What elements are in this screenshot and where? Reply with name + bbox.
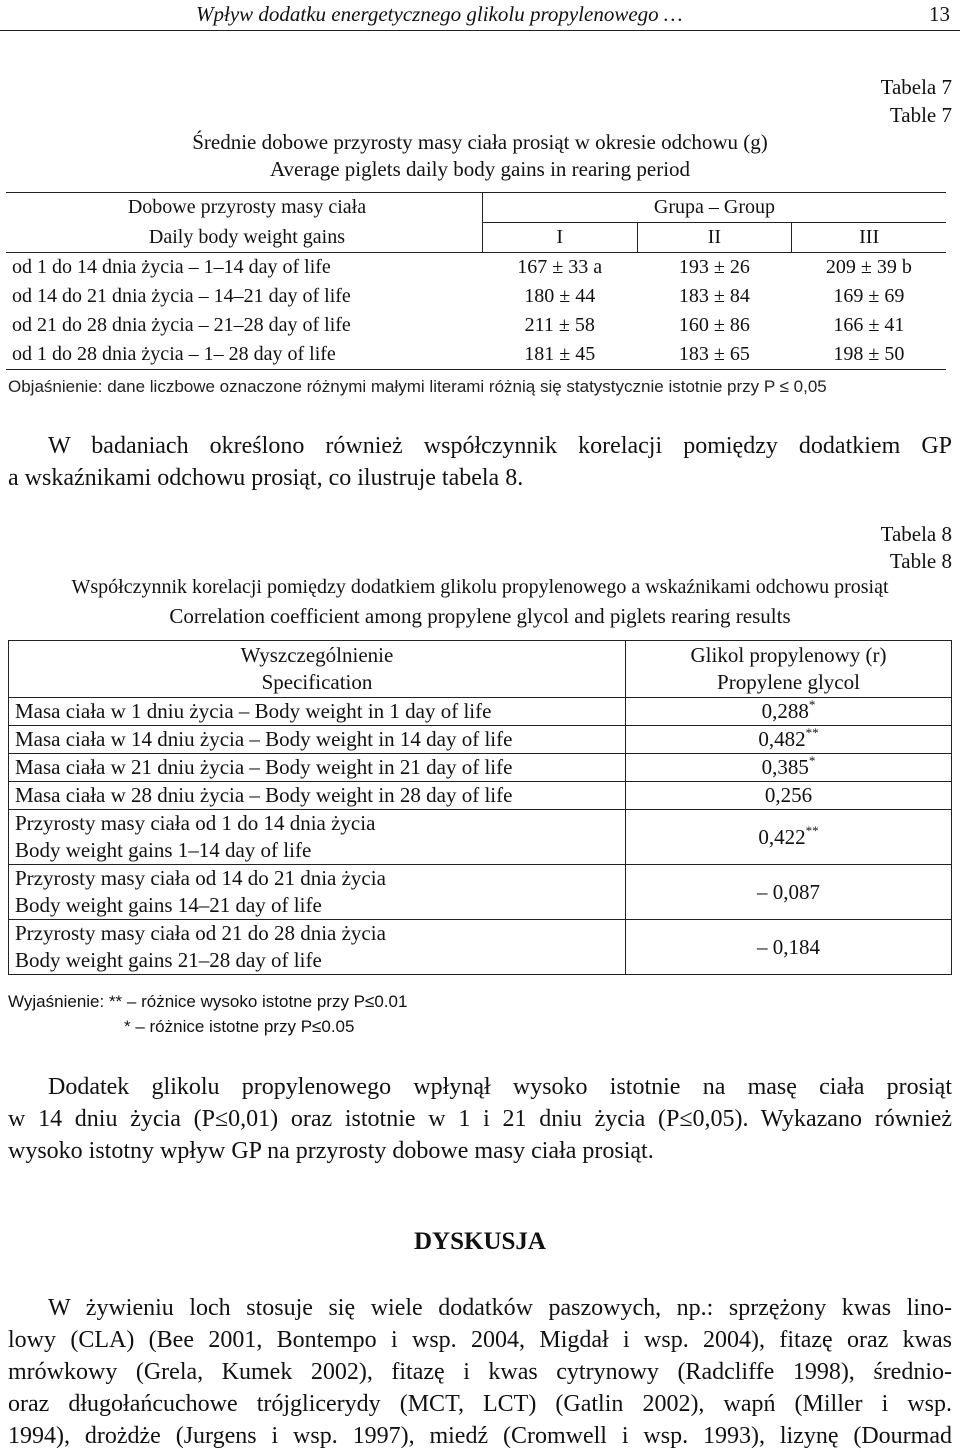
table8-title-pl: Współczynnik korelacji pomiędzy dodatkiem glikolu propylenowego a wskaźnikami odchowu prosiąt	[71, 576, 889, 598]
table7-header-col1-pl: Dobowe przyrosty masy ciała	[6, 193, 482, 223]
table8-header-spec	[9, 641, 626, 698]
table8-note-line-2: * – różnice istotne przy P≤0.05	[124, 1017, 355, 1036]
table8-row-label-en: Body weight gains 21–28 day of life	[15, 948, 322, 972]
table8-note-line-1: Wyjaśnienie: ** – różnice wysoko istotne przy P≤0.01	[8, 992, 408, 1011]
table7-header-group: Grupa – Group	[482, 193, 946, 223]
running-head	[0, 0, 960, 31]
table8-row-label: Masa ciała w 14 dniu życia – Body weight in 14 day of life	[9, 726, 626, 754]
table-row	[9, 865, 952, 920]
table8-header-row	[9, 641, 952, 698]
table7-title-pl: Średnie dobowe przyrosty masy ciała prosiąt w okresie odchowu (g)	[192, 130, 768, 154]
paragraph-line: wysoko istotny wpływ GP na przyrosty dobowe masy ciała prosiąt.	[8, 1138, 654, 1164]
table7-header-row-2	[6, 223, 946, 253]
table7-cell: 183 ± 84	[678, 285, 750, 307]
significance-mark: **	[805, 725, 819, 740]
table7-title-en: Average piglets daily body gains in rearing period	[269, 157, 691, 181]
paragraph-discussion	[8, 1292, 952, 1452]
paragraph-line: W żywieniu loch stosuje się wiele dodatków paszowych, np.: sprzężony kwas lino-	[48, 1295, 952, 1321]
table7-group-2: II	[637, 223, 792, 253]
table7-cell: 180 ± 44	[524, 285, 596, 307]
table8-value: 0,256	[764, 783, 813, 807]
table8-value: – 0,184	[757, 934, 820, 959]
table-row	[9, 698, 952, 726]
table7	[6, 192, 946, 370]
table7-cell: 181 ± 45	[482, 340, 637, 370]
table7-cell: 211 ± 58	[524, 314, 595, 336]
table8-header-pg-pl: Glikol propylenowy (r)	[690, 643, 887, 667]
table7-note: Objaśnienie: dane liczbowe oznaczone różnymi małymi literami różnią się statystycznie istotnie przy P ≤ 0,05	[8, 377, 827, 396]
table-row	[9, 754, 952, 782]
table7-cell: 198 ± 50	[792, 340, 946, 370]
table7-cell: 209 ± 39 b	[825, 256, 912, 278]
table8-row-label: Masa ciała w 1 dniu życia – Body weight in 1 day of life	[9, 698, 626, 726]
table8-row-label	[9, 920, 626, 975]
table7-header-col1-en: Daily body weight gains	[6, 223, 482, 253]
table-row	[6, 311, 946, 340]
table8-value: 0,288	[761, 699, 809, 723]
table-row	[6, 253, 946, 283]
table8-value: 0,385	[761, 755, 809, 779]
paragraph-results	[8, 1071, 952, 1167]
paragraph-line: oraz długołańcuchowe trójglicerydy (MCT, LCT) (Gatlin 2002), wapń (Miller i wsp.	[8, 1391, 952, 1417]
table8-header-pg-en: Propylene glycol	[717, 670, 860, 694]
table7-cell: 160 ± 86	[678, 314, 750, 336]
table8-label-en: Table 8	[889, 549, 952, 573]
paragraph-line: w 14 dniu życia (P≤0,01) oraz istotnie w 1 i 21 dniu życia (P≤0,05). Wykazano również	[8, 1106, 952, 1132]
table-row	[6, 282, 946, 311]
table7-label-en: Table 7	[889, 103, 952, 127]
table8-value-cell	[626, 698, 952, 726]
table8-value: – 0,087	[757, 879, 820, 904]
table8-row-label-pl: Przyrosty masy ciała od 1 do 14 dnia życia	[15, 811, 376, 835]
table8-value: 0,422	[758, 824, 806, 849]
table8-row-label	[9, 865, 626, 920]
significance-mark: *	[808, 753, 816, 768]
table7-label-pl: Tabela 7	[880, 75, 952, 99]
table8-header-spec-en: Specification	[261, 670, 373, 694]
table7-group-1: I	[482, 223, 637, 253]
significance-mark: *	[808, 697, 816, 712]
table8-value-cell	[626, 920, 952, 975]
table8-value-cell	[626, 726, 952, 754]
table-row	[9, 782, 952, 810]
table7-row-label: od 1 do 14 dnia życia – 1–14 day of life	[12, 256, 331, 278]
section-heading: DYSKUSJA	[414, 1228, 546, 1255]
table8-value-cell	[626, 810, 952, 865]
paragraph-line: a wskaźnikami odchowu prosiąt, co ilustruje tabela 8.	[8, 465, 524, 491]
paragraph-line: W badaniach określono również współczynnik korelacji pomiędzy dodatkiem GP	[48, 433, 952, 459]
table7-cell: 193 ± 26	[678, 256, 750, 278]
table7-header-row-1	[6, 193, 946, 223]
table7-cell: 169 ± 69	[833, 285, 905, 307]
table-row	[9, 726, 952, 754]
table8-row-label: Masa ciała w 28 dniu życia – Body weight in 28 day of life	[9, 782, 626, 810]
table8-value: 0,482	[758, 727, 806, 751]
table8-row-label: Masa ciała w 21 dniu życia – Body weight in 21 day of life	[9, 754, 626, 782]
running-head-title: Wpływ dodatku energetycznego glikolu propylenowego …	[196, 2, 683, 26]
table7-row-label: od 14 do 21 dnia życia – 14–21 day of life	[12, 285, 351, 307]
page-number: 13	[929, 2, 950, 26]
table7-group-3: III	[792, 223, 946, 253]
table-row	[9, 810, 952, 865]
table8-row-label	[9, 810, 626, 865]
paragraph-line: 1994), drożdże (Jurgens i wsp. 1997), miedź (Cromwell i wsp. 1993), lizynę (Dourmad	[8, 1423, 952, 1449]
table8-title-en: Correlation coefficient among propylene glycol and piglets rearing results	[169, 604, 791, 628]
table8-row-label-pl: Przyrosty masy ciała od 21 do 28 dnia życia	[15, 921, 386, 945]
table8-header-pg	[626, 641, 952, 698]
table7-row-label: od 21 do 28 dnia życia – 21–28 day of life	[12, 314, 351, 336]
table7-cell: 167 ± 33 a	[517, 256, 603, 278]
table-row	[9, 920, 952, 975]
paragraph-line: lowy (CLA) (Bee 2001, Bontempo i wsp. 2004, Migdał i wsp. 2004), fitazę oraz kwas	[8, 1327, 952, 1353]
table8-value-cell	[626, 865, 952, 920]
paragraph-correlation-intro	[8, 430, 952, 494]
table8-header-spec-pl: Wyszczególnienie	[240, 643, 394, 667]
paragraph-line: mrówkowy (Grela, Kumek 2002), fitazę i kwas cytrynowy (Radcliffe 1998), średnio-	[8, 1359, 952, 1385]
table8-row-label-en: Body weight gains 14–21 day of life	[15, 893, 322, 917]
table8-value-cell	[626, 782, 952, 810]
table8-row-label-pl: Przyrosty masy ciała od 14 do 21 dnia życia	[15, 866, 386, 890]
table8	[8, 640, 952, 975]
table7-cell: 166 ± 41	[833, 314, 905, 336]
table7-cell: 183 ± 65	[637, 340, 792, 370]
significance-mark: **	[805, 822, 819, 838]
table8-label-pl: Tabela 8	[880, 522, 952, 546]
table-row	[6, 340, 946, 370]
table7-row-label: od 1 do 28 dnia życia – 1– 28 day of life	[6, 340, 482, 370]
table8-value-cell	[626, 754, 952, 782]
paragraph-line: Dodatek glikolu propylenowego wpłynął wysoko istotnie na masę ciała prosiąt	[48, 1074, 952, 1100]
table8-row-label-en: Body weight gains 1–14 day of life	[15, 838, 312, 862]
